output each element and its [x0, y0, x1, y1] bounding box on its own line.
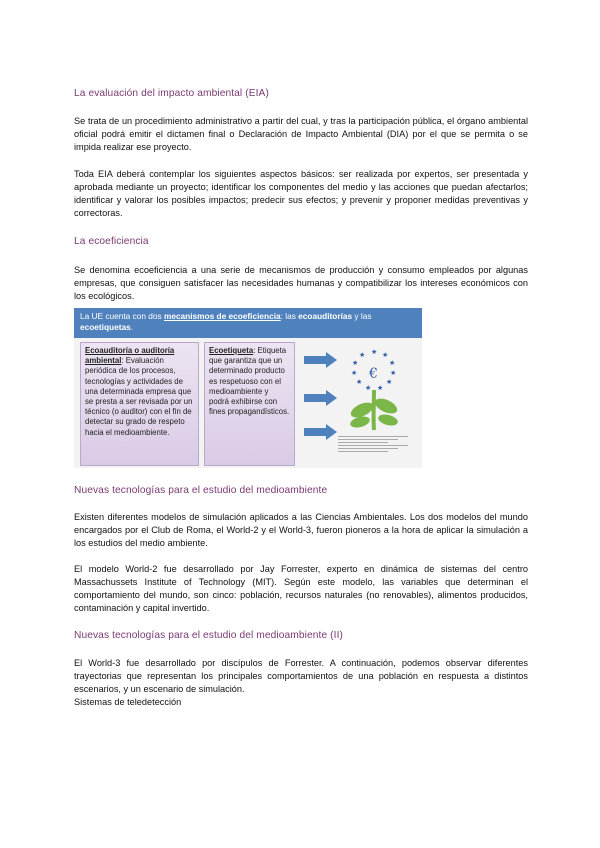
svg-text:★: ★: [356, 378, 363, 386]
banner-ecoauditorias: ecoauditorías: [298, 311, 353, 321]
paragraph-modelos-simulacion: Existen diferentes modelos de simulación aplicados a las Ciencias Ambientales. Los dos modelos del mundo encargados por el Club de Roma, el World-2 y el World-3, fueron pioneros a la hora de aplicar la simulación a los estudios del medio ambiente.: [74, 512, 528, 548]
heading-nuevas-tecnologias-ii: Nuevas tecnologías para el estudio del medioambiente (II): [74, 630, 344, 641]
banner-ecoetiquetas: ecoetiquetas: [80, 322, 131, 332]
ecoauditoria-card: [80, 342, 199, 466]
arrow-right-icon: [304, 424, 338, 440]
svg-text:★: ★: [359, 351, 366, 359]
fineprint-line: [338, 445, 408, 446]
banner-text-and: y las: [352, 311, 372, 321]
ecoetiqueta-title: Ecoetiqueta: [209, 346, 254, 355]
paragraph-teledeteccion: Sistemas de teledetección: [74, 697, 182, 707]
svg-text:€: €: [369, 366, 378, 382]
svg-text:★: ★: [382, 351, 389, 359]
banner-link: mecanismos de ecoeficiencia: [163, 311, 281, 321]
ecoauditoria-text: : Evaluación periódica de los procesos, tecnologías y actividades de una determinada empresa que se presta a ser revisada por un técnico (o auditor) con el fin de detectar su grado de respeto hacia el medioambiente.: [85, 356, 193, 437]
heading-eia: La evaluación del impacto ambiental (EIA): [74, 88, 269, 99]
ecoauditoria-title: Ecoauditoría o auditoría ambiental: [85, 346, 175, 366]
paragraph-ecoeficiencia: Se denomina ecoeficiencia a una serie de mecanismos de producción y consumo empleados por algunas empresas, que consiguen satisfacer las necesidades humanas y compatibilizar los intereses económicos con los ecológicos.: [74, 265, 528, 301]
eu-ecolabel-flower-icon: [340, 344, 410, 434]
svg-text:★: ★: [390, 369, 397, 377]
ecoetiqueta-card: [204, 342, 295, 466]
ecoetiqueta-text: : Etiqueta que garantiza que un determinado producto es respetuoso con el medioambiente y podrá exhibirse con fines propagandísticos.: [209, 346, 290, 417]
paragraph-world3: El World-3 fue desarrollado por discípulos de Forrester. A continuación, podemos observar diferentes trayectorias que representan los principales comportamientos de una población en respuesta a distintos escenarios, y un escenario de simulación.: [74, 658, 528, 694]
arrow-right-icon: [304, 390, 338, 406]
svg-text:★: ★: [365, 384, 372, 392]
fineprint-line: [338, 451, 388, 452]
paragraph-eia-definition: Se trata de un procedimiento administrativo a partir del cual, y tras la participación pública, el órgano ambiental oficial podrá emitir el dictamen final o Declaración de Impacto Ambiental (DIA) por el que se permita o se impida realizar ese proyecto.: [74, 116, 528, 152]
svg-text:★: ★: [377, 384, 384, 392]
heading-nuevas-tecnologias: Nuevas tecnologías para el estudio del medioambiente: [74, 485, 328, 496]
svg-text:★: ★: [389, 359, 396, 367]
heading-ecoeficiencia: La ecoeficiencia: [74, 236, 149, 247]
fineprint-line: [338, 439, 398, 440]
svg-text:★: ★: [371, 348, 378, 356]
arrow-right-icon: [304, 352, 338, 368]
flower-caption-fineprint: [338, 434, 418, 454]
banner-text-prefix: La UE cuenta con dos: [80, 311, 164, 321]
svg-text:★: ★: [386, 378, 393, 386]
fineprint-line: [338, 436, 408, 437]
banner-text-end: .: [130, 322, 134, 332]
fineprint-line: [338, 442, 388, 443]
ecoeficiencia-figure: [74, 308, 422, 468]
svg-text:★: ★: [352, 359, 359, 367]
paragraph-world2: El modelo World-2 fue desarrollado por Jay Forrester, experto en dinámica de sistemas del centro Massachussets Institute of Technology (MIT). Según este modelo, las variables que determinan el comportamiento del mundo, son cinco: población, recursos naturales (no renovables), alimentos producidos, contaminación y capital invertido.: [74, 564, 528, 613]
banner-text-mid: : las: [280, 311, 299, 321]
paragraph-eia-aspects: Toda EIA deberá contemplar los siguientes aspectos básicos: ser realizada por expertos, ser presentada y aprobada mediante un proyecto; identificar los componentes del medio y las acciones que puedan afectarlos; identificar y valorar los posibles impactos; predecir sus efectos; y prevenir y proponer medidas preventivas y correctoras.: [74, 169, 528, 218]
figure-banner: [74, 308, 422, 338]
svg-text:★: ★: [351, 369, 358, 377]
fineprint-line: [338, 448, 398, 449]
